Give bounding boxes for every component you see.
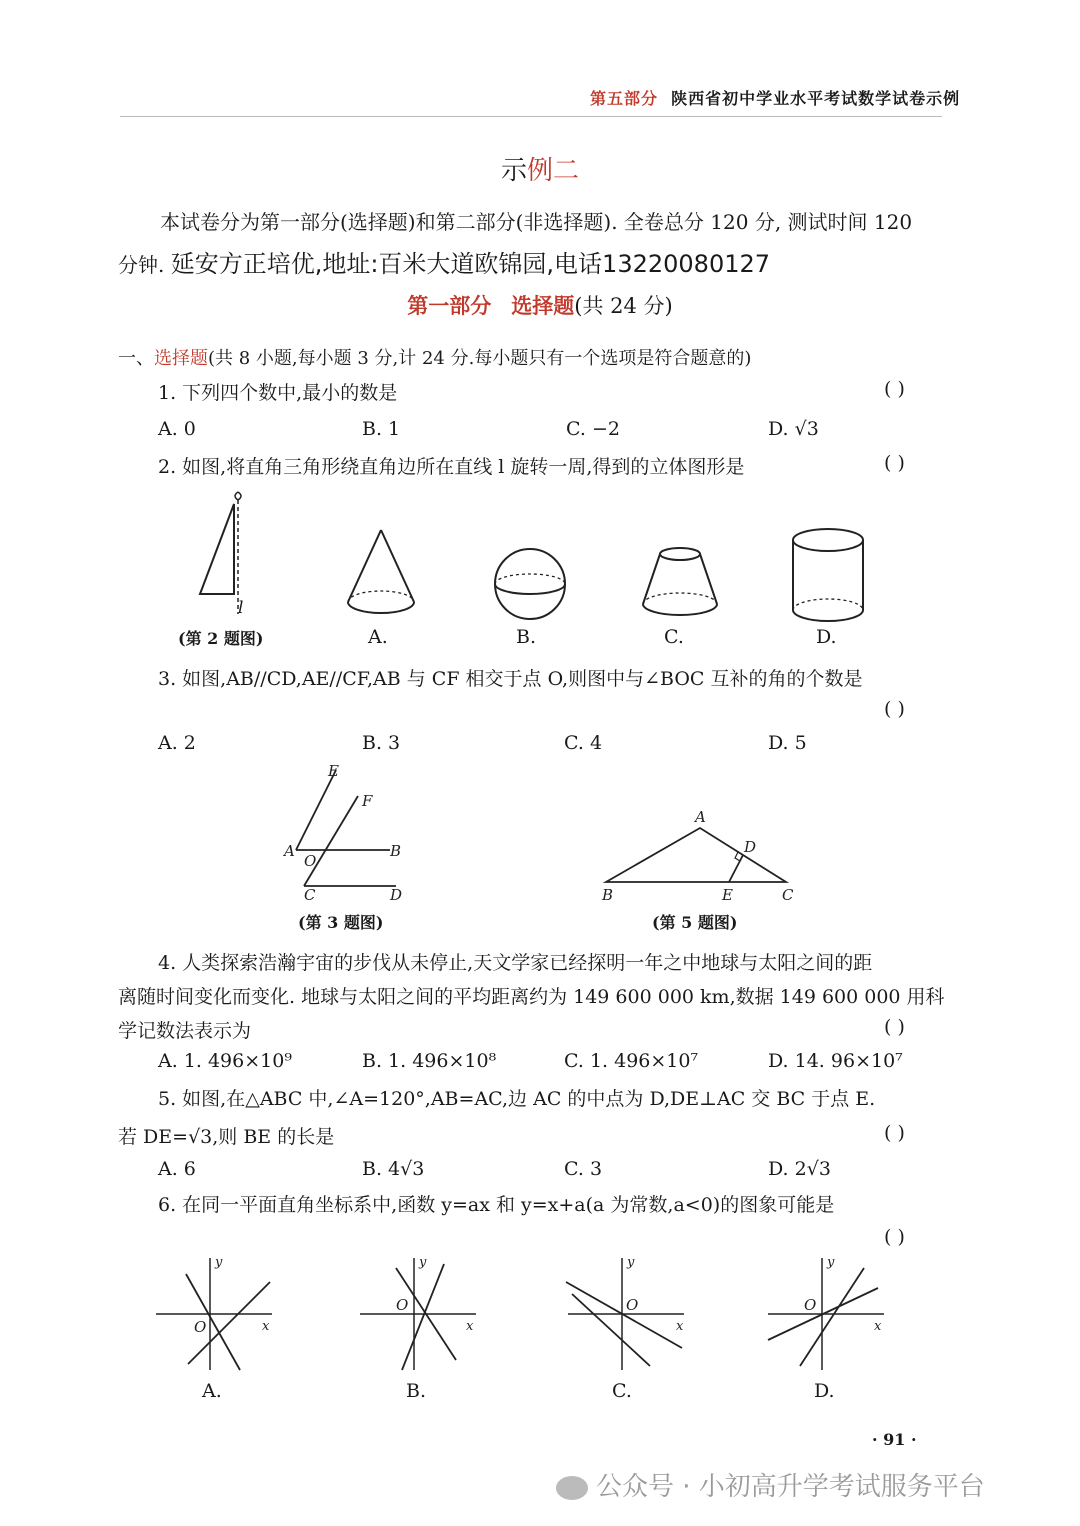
sphere-shape xyxy=(492,546,568,622)
section-heading xyxy=(118,344,751,370)
q6b-origin: O xyxy=(396,1296,409,1314)
q3-option-a: A. 2 xyxy=(158,732,196,754)
header-part: 第五部分 xyxy=(590,89,659,108)
intro-ad: 延安方正培优,地址:百米大道欧锦园,电话13220080127 xyxy=(170,250,771,278)
q3-label-o: O xyxy=(304,852,317,870)
q6-stem: 6. 在同一平面直角坐标系中,函数 y=ax 和 y=x+a(a 为常数,a<0)的图象可能是 xyxy=(158,1194,835,1216)
q5-option-b: B. 4√3 xyxy=(362,1158,425,1180)
q1-answer-blank: ( ) xyxy=(884,378,905,400)
cylinder-shape xyxy=(790,526,866,626)
q6a-origin: O xyxy=(194,1318,207,1336)
cone-shape xyxy=(344,526,418,622)
part-heading xyxy=(0,290,1080,320)
q2-caption: (第 2 题图) xyxy=(178,629,264,648)
q3-parallel-lines-figure xyxy=(282,762,412,902)
q6-graph-b xyxy=(356,1254,480,1374)
q6c-x-label: x xyxy=(676,1319,684,1334)
q5-stem-line-2: 若 DE=√3,则 BE 的长是 xyxy=(118,1126,335,1148)
q3-label-f: F xyxy=(362,792,373,810)
q4-option-c: C. 1. 496×10⁷ xyxy=(564,1050,699,1072)
intro-line-2a: 分钟. xyxy=(118,253,165,277)
title-highlight: 例二 xyxy=(527,156,580,186)
q2-option-b: B. xyxy=(516,626,537,648)
q3-label-c: C xyxy=(304,886,316,904)
q1-option-b: B. 1 xyxy=(362,418,401,440)
q6c-origin: O xyxy=(626,1296,639,1314)
q5-label-d: D xyxy=(744,838,757,856)
header-rule xyxy=(120,116,942,117)
q3-label-e: E xyxy=(328,762,339,780)
q5-answer-blank: ( ) xyxy=(884,1122,905,1144)
q4-option-d: D. 14. 96×10⁷ xyxy=(768,1050,903,1072)
q6-graph-a xyxy=(152,1254,276,1374)
q1-option-a: A. 0 xyxy=(158,418,196,440)
q2-triangle-figure xyxy=(190,486,260,616)
q6-answer-blank: ( ) xyxy=(884,1226,905,1248)
q6d-y-label: y xyxy=(827,1255,835,1270)
q3-label-d: D xyxy=(390,886,403,904)
intro-line-2 xyxy=(118,244,770,279)
part-heading-a: 第一部分 xyxy=(407,293,492,318)
q4-option-a: A. 1. 496×10⁹ xyxy=(158,1050,292,1072)
intro-line-1: 本试卷分为第一部分(选择题)和第二部分(非选择题). 全卷总分 120 分, 测试时间 120 xyxy=(160,210,913,234)
q2-option-a: A. xyxy=(368,626,388,648)
running-header xyxy=(590,86,960,109)
q1-stem: 1. 下列四个数中,最小的数是 xyxy=(158,382,398,404)
q6-option-c: C. xyxy=(612,1380,632,1402)
q3-option-d: D. 5 xyxy=(768,732,807,754)
q3-answer-blank: ( ) xyxy=(884,698,905,720)
q2-option-d: D. xyxy=(816,626,837,648)
q6c-y-label: y xyxy=(627,1255,635,1270)
q2-line-label: l xyxy=(238,598,244,618)
q3-label-a: A xyxy=(284,842,295,860)
q6d-origin: O xyxy=(804,1296,817,1314)
section-num: 一、 xyxy=(118,348,154,369)
q6-option-a: A. xyxy=(202,1380,222,1402)
q4-answer-blank: ( ) xyxy=(884,1016,905,1038)
q5-option-d: D. 2√3 xyxy=(768,1158,831,1180)
q4-stem-line-3: 学记数法表示为 xyxy=(118,1020,252,1042)
q4-option-b: B. 1. 496×10⁸ xyxy=(362,1050,497,1072)
q5-triangle-figure xyxy=(596,806,806,902)
q6d-x-label: x xyxy=(874,1319,882,1334)
q5-caption: (第 5 题图) xyxy=(652,913,738,932)
q5-option-c: C. 3 xyxy=(564,1158,603,1180)
q6-option-d: D. xyxy=(814,1380,835,1402)
q3-stem: 3. 如图,AB//CD,AE//CF,AB 与 CF 相交于点 O,则图中与∠BOC 互补的角的个数是 xyxy=(158,668,863,690)
q3-option-b: B. 3 xyxy=(362,732,401,754)
q1-option-c: C. −2 xyxy=(566,418,620,440)
q2-option-c: C. xyxy=(664,626,684,648)
q6-graph-d xyxy=(764,1254,888,1374)
q5-label-e: E xyxy=(722,886,733,904)
watermark xyxy=(556,1466,985,1503)
q6-option-b: B. xyxy=(406,1380,427,1402)
q6b-x-label: x xyxy=(466,1319,474,1334)
q5-label-b: B xyxy=(602,886,614,904)
q3-caption: (第 3 题图) xyxy=(298,913,384,932)
q5-label-a: A xyxy=(695,808,706,826)
q5-label-c: C xyxy=(782,886,794,904)
q5-stem-line-1: 5. 如图,在△ABC 中,∠A=120°,AB=AC,边 AC 的中点为 D,DE⊥AC 交 BC 于点 E. xyxy=(158,1088,876,1110)
page-number: · 91 · xyxy=(872,1430,917,1449)
part-heading-b: 选择题 xyxy=(511,293,575,318)
q4-stem-line-1: 4. 人类探索浩瀚宇宙的步伐从未停止,天文学家已经探明一年之中地球与太阳之间的距 xyxy=(158,952,873,974)
q4-stem-line-2: 离随时间变化而变化. 地球与太阳之间的平均距离约为 149 600 000 km,数据 149 600 000 用科 xyxy=(118,986,945,1008)
title-prefix: 示 xyxy=(500,156,527,186)
q5-option-a: A. 6 xyxy=(158,1158,196,1180)
section-label: 选择题 xyxy=(154,348,208,369)
q1-option-d: D. √3 xyxy=(768,418,819,440)
q3-option-c: C. 4 xyxy=(564,732,603,754)
q6-graph-c xyxy=(564,1254,688,1374)
section-text: (共 8 小题,每小题 3 分,计 24 分.每小题只有一个选项是符合题意的) xyxy=(208,348,752,369)
q2-answer-blank: ( ) xyxy=(884,452,905,474)
q3-label-b: B xyxy=(390,842,402,860)
q2-stem: 2. 如图,将直角三角形绕直角边所在直线 l 旋转一周,得到的立体图形是 xyxy=(158,456,745,478)
q6a-x-label: x xyxy=(262,1319,270,1334)
header-title: 陕西省初中学业水平考试数学试卷示例 xyxy=(671,89,961,108)
q6a-y-label: y xyxy=(215,1255,223,1270)
page-title xyxy=(0,150,1080,187)
watermark-text: 公众号 · 小初高升学考试服务平台 xyxy=(596,1472,985,1502)
q6b-y-label: y xyxy=(419,1255,427,1270)
frustum-shape xyxy=(640,546,720,622)
part-heading-c: (共 24 分) xyxy=(574,294,673,318)
wechat-icon xyxy=(556,1476,588,1500)
